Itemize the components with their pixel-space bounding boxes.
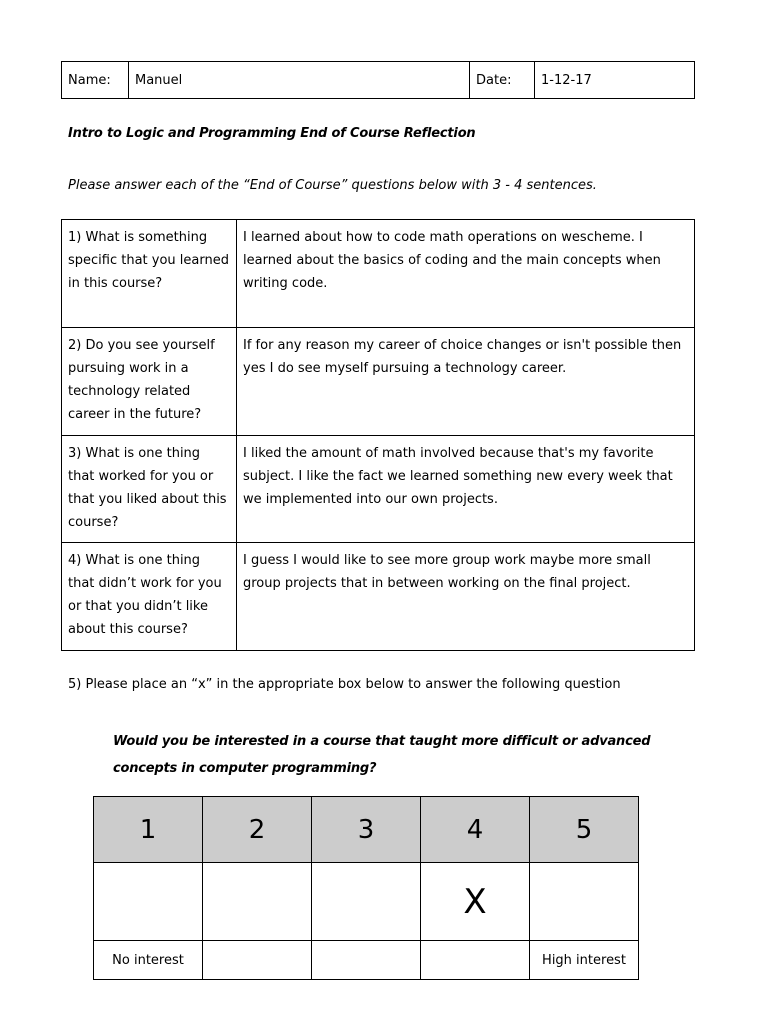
date-label: Date: bbox=[470, 62, 535, 99]
rating-scale-row bbox=[94, 797, 639, 863]
answer-cell: If for any reason my career of choice changes or isn't possible then yes I do see myself pursuing a technology career. bbox=[237, 328, 695, 436]
question-row bbox=[62, 328, 695, 436]
question-cell: 2) Do you see yourself pursuing work in a technology related career in the future? bbox=[62, 328, 237, 436]
rating-mark-box-4[interactable]: X bbox=[421, 863, 530, 941]
date-value: 1-12-17 bbox=[535, 62, 695, 99]
name-label: Name: bbox=[62, 62, 129, 99]
question-row bbox=[62, 543, 695, 651]
rating-question: Would you be interested in a course that taught more difficult or advanced concepts in computer programming? bbox=[113, 734, 651, 776]
rating-label-high: High interest bbox=[530, 941, 639, 980]
rating-scale-1: 1 bbox=[94, 797, 203, 863]
answer-cell: I learned about how to code math operations on wescheme. I learned about the basics of coding and the main concepts when writing code. bbox=[237, 220, 695, 328]
rating-label-empty bbox=[421, 941, 530, 980]
questions-table bbox=[61, 219, 695, 651]
rating-scale-3: 3 bbox=[312, 797, 421, 863]
question-cell: 1) What is something specific that you learned in this course? bbox=[62, 220, 237, 328]
rating-scale-4: 4 bbox=[421, 797, 530, 863]
rating-label-low: No interest bbox=[94, 941, 203, 980]
answer-cell: I guess I would like to see more group work maybe more small group projects that in between working on the final project. bbox=[237, 543, 695, 651]
answer-cell: I liked the amount of math involved because that's my favorite subject. I like the fact we learned something new every week that we implemented into our own projects. bbox=[237, 436, 695, 543]
name-value: Manuel bbox=[129, 62, 470, 99]
rating-label-empty bbox=[312, 941, 421, 980]
rating-mark-row bbox=[94, 863, 639, 941]
question-cell: 4) What is one thing that didn’t work for you or that you didn’t like about this course? bbox=[62, 543, 237, 651]
rating-mark-box-3[interactable] bbox=[312, 863, 421, 941]
rating-label-empty bbox=[203, 941, 312, 980]
rating-mark-box-2[interactable] bbox=[203, 863, 312, 941]
question-5: 5) Please place an “x” in the appropriate box below to answer the following question bbox=[68, 677, 621, 692]
instructions: Please answer each of the “End of Course” questions below with 3 - 4 sentences. bbox=[68, 178, 597, 193]
question-row bbox=[62, 220, 695, 328]
rating-mark-box-5[interactable] bbox=[530, 863, 639, 941]
rating-scale-5: 5 bbox=[530, 797, 639, 863]
rating-table bbox=[93, 796, 639, 980]
rating-mark-box-1[interactable] bbox=[94, 863, 203, 941]
rating-scale-2: 2 bbox=[203, 797, 312, 863]
question-row bbox=[62, 436, 695, 543]
rating-label-row bbox=[94, 941, 639, 980]
document-title: Intro to Logic and Programming End of Course Reflection bbox=[68, 126, 476, 141]
header-table bbox=[61, 61, 695, 99]
question-cell: 3) What is one thing that worked for you or that you liked about this course? bbox=[62, 436, 237, 543]
